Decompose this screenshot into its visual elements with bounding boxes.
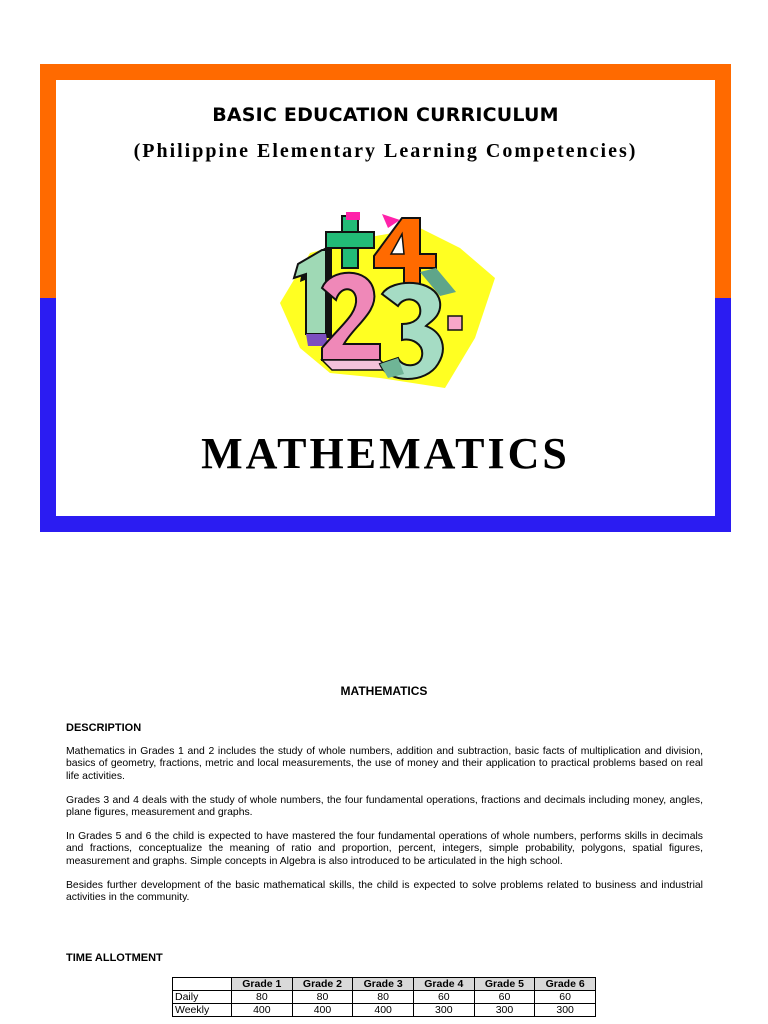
table-cell: 80 <box>232 991 293 1004</box>
description-paragraph-1: Mathematics in Grades 1 and 2 includes the study of whole numbers, addition and subtraction, basic facts of multiplication and division, basics of geometry, fractions, metric and local measurements, the use of money and their application to practical problems based on real life activities. <box>66 746 703 782</box>
table-cell: 300 <box>413 1004 474 1017</box>
header-cell: Grade 5 <box>474 978 535 991</box>
header-cell: Grade 2 <box>292 978 353 991</box>
table-cell: 80 <box>353 991 414 1004</box>
cover-main-title: MATHEMATICS <box>201 429 570 478</box>
dot-icon <box>448 316 462 330</box>
cover-panel <box>56 80 715 516</box>
header-cell: Grade 4 <box>413 978 474 991</box>
table-cell: 300 <box>474 1004 535 1017</box>
numbers-1234-clipart-icon <box>270 208 500 398</box>
row-label: Weekly <box>173 1004 232 1017</box>
table-cell: 300 <box>535 1004 596 1017</box>
table-header-row <box>173 978 596 991</box>
row-label: Daily <box>173 991 232 1004</box>
table-corner-cell <box>173 978 232 991</box>
table-cell: 60 <box>413 991 474 1004</box>
table-cell: 60 <box>474 991 535 1004</box>
table-row <box>173 1004 596 1017</box>
table-cell: 60 <box>535 991 596 1004</box>
description-paragraph-4: Besides further development of the basic mathematical skills, the child is expected to solve problems related to business and industrial activities in the community. <box>66 880 703 904</box>
description-paragraph-2: Grades 3 and 4 deals with the study of whole numbers, the four fundamental operations, fractions and decimals including money, angles, plane figures, measurement and graphs. <box>66 795 703 819</box>
cover-subtitle: (Philippine Elementary Learning Competencies) <box>133 140 638 162</box>
cover-title: BASIC EDUCATION CURRICULUM <box>212 104 559 126</box>
time-allotment-table <box>172 977 596 1017</box>
header-cell: Grade 1 <box>232 978 293 991</box>
description-label: DESCRIPTION <box>66 722 142 734</box>
table-cell: 400 <box>232 1004 293 1017</box>
header-cell: Grade 3 <box>353 978 414 991</box>
time-allotment-label: TIME ALLOTMENT <box>66 952 163 964</box>
document-heading: MATHEMATICS <box>340 684 428 698</box>
description-paragraph-3: In Grades 5 and 6 the child is expected to have mastered the four fundamental operations of whole numbers, performs skills in decimals and fractions, conceptualize the meaning of ratio and proportion, percent, integers, simple probability, polygons, spatial figures, measurement and graphs. Simple concepts in Algebra is also introduced to be articulated in the high school. <box>66 831 703 867</box>
table-cell: 400 <box>292 1004 353 1017</box>
table-cell: 400 <box>353 1004 414 1017</box>
header-cell: Grade 6 <box>535 978 596 991</box>
table-cell: 80 <box>292 991 353 1004</box>
table-row <box>173 991 596 1004</box>
